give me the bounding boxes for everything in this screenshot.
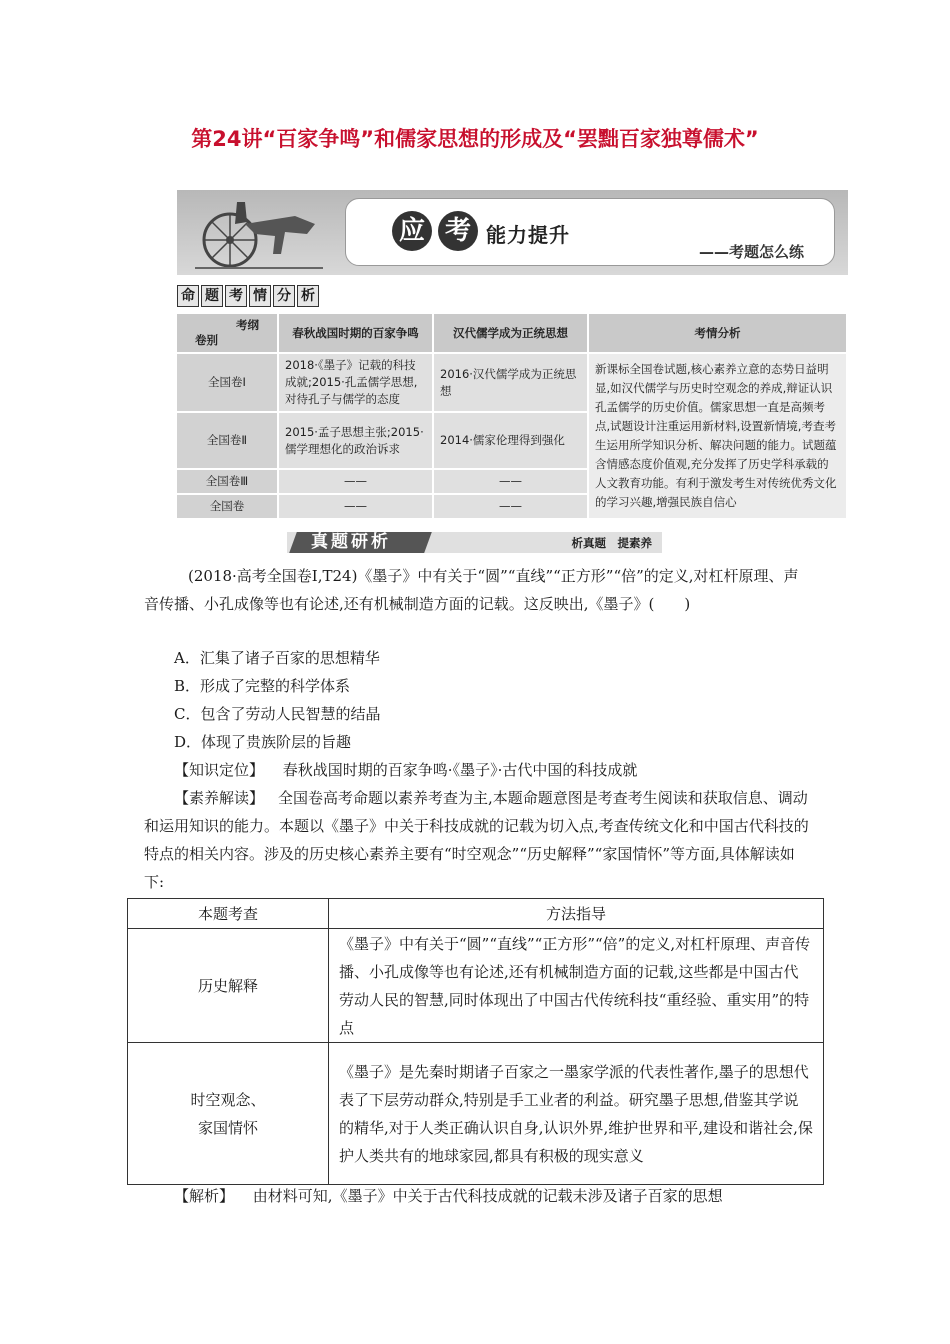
method-guide: 《墨子》是先秦时期诸子百家之一墨家学派的代表性著作,墨子的思想代表了下层劳动群众,特别是手工业者的利益。研究墨子思想,借鉴其学说的精华,对于人类正确认识自身,认识外界,维护世界和平,建设和谐社会,保护人类共有的地球家园,都具有积极的现实意义 xyxy=(329,1043,824,1185)
literacy-label: 【素养解读】 xyxy=(174,789,265,807)
row-header: 全国卷Ⅲ xyxy=(177,470,279,495)
section-subtitle: 析真题 提素养 xyxy=(571,536,652,550)
method-topic: 历史解释 xyxy=(128,929,329,1043)
method-topic-line: 时空观念、 xyxy=(190,1090,266,1109)
row-header: 全国卷 xyxy=(177,495,279,520)
label-box: 析 xyxy=(297,285,319,307)
method-header-topic: 本题考查 xyxy=(128,899,329,929)
column-header: 汉代儒学成为正统思想 xyxy=(434,314,589,354)
label-box: 情 xyxy=(249,285,271,307)
option-a: A．汇集了诸子百家的思想精华 xyxy=(174,649,380,667)
knowledge-line xyxy=(144,756,810,784)
method-table xyxy=(127,898,824,1185)
method-topic-line: 家国情怀 xyxy=(197,1118,258,1137)
label-box: 题 xyxy=(201,285,223,307)
analysis-label-boxes xyxy=(177,285,319,307)
exam-analysis-table xyxy=(177,314,848,520)
knowledge-label: 【知识定位】 xyxy=(174,761,265,779)
table-cell: —— xyxy=(279,495,434,520)
banner-heading: 能力提升 xyxy=(486,223,570,247)
option-c: C．包含了劳动人民智慧的结晶 xyxy=(174,705,381,723)
corner-header xyxy=(177,314,279,354)
page-title: 第24讲“百家争鸣”和儒家思想的形成及“罢黜百家独尊儒术” xyxy=(191,127,759,151)
method-guide: 《墨子》中有关于“圆”“直线”“正方形”“倍”的定义,对杠杆原理、声音传播、小孔成像等也有论述,还有机械制造方面的记载,这些都是中国古代劳动人民的智慧,同时体现出了中国古代传统科技“重经验、重实用”的特点 xyxy=(329,929,824,1043)
knowledge-text: 春秋战国时期的百家争鸣·《墨子》·古代中国的科技成就 xyxy=(282,761,638,779)
label-box: 分 xyxy=(273,285,295,307)
analysis-line xyxy=(144,1182,810,1210)
column-header: 春秋战国时期的百家争鸣 xyxy=(279,314,434,354)
section-header xyxy=(287,532,662,553)
analysis-cell: 新课标全国卷试题,核心素养立意的态势日益明显,如汉代儒学与历史时空观念的养成,辩证认识孔孟儒学的历史价值。儒家思想一直是高频考点,试题设计注重运用新材料,设置新情境,考查考生运用所学知识分析、解决问题的能力。试题蕴含情感态度价值观,充分发挥了历史学科承载的人文教育功能。有利于激发考生对传统优秀文化的学习兴趣,增强民族自信心 xyxy=(589,354,848,520)
row-header: 全国卷Ⅰ xyxy=(177,354,279,413)
corner-top: 考纲 xyxy=(236,318,259,332)
analysis-label: 【解析】 xyxy=(174,1187,235,1205)
method-header-guide: 方法指导 xyxy=(329,899,824,929)
literacy-text: 全国卷高考命题以素养考查为主,本题命题意图是考查考生阅读和获取信息、调动和运用知识的能力。本题以《墨子》中关于科技成就的记载为切入点,考查传统文化和中国古代科技的特点的相关内容。涉及的历史核心素养主要有“时空观念”“历史解释”“家国情怀”等方面,具体解读如下: xyxy=(144,789,809,891)
exam-banner xyxy=(177,190,848,275)
table-cell: 2015·孟子思想主张;2015·儒学理想化的政治诉求 xyxy=(279,413,434,470)
table-cell: —— xyxy=(279,470,434,495)
option-b: B．形成了完整的科学体系 xyxy=(174,677,351,695)
chariot-illustration xyxy=(185,194,325,272)
banner-subtitle: ——考题怎么练 xyxy=(698,243,804,261)
corner-bottom: 卷别 xyxy=(195,333,218,347)
question-text: (2018·高考全国卷Ⅰ,T24)《墨子》中有关于“圆”“直线”“正方形”“倍”的定义,对杠杆原理、声音传播、小孔成像等也有论述,还有机械制造方面的记载。这反映出,《墨子》( ) xyxy=(144,567,799,613)
table-cell: 2018·《墨子》记载的科技成就;2015·孔孟儒学思想,对待孔子与儒学的态度 xyxy=(279,354,434,413)
table-cell: —— xyxy=(434,470,589,495)
column-header: 考情分析 xyxy=(589,314,848,354)
section-title: 真题研析 xyxy=(311,532,391,552)
literacy-paragraph xyxy=(144,784,810,896)
table-cell: 2016·汉代儒学成为正统思想 xyxy=(434,354,589,413)
banner-panel xyxy=(345,198,835,266)
badge-kao: 考 xyxy=(438,211,478,251)
badge-ying: 应 xyxy=(392,211,432,251)
table-cell: —— xyxy=(434,495,589,520)
analysis-text: 由材料可知,《墨子》中关于古代科技成就的记载未涉及诸子百家的思想 xyxy=(252,1187,723,1205)
method-topic xyxy=(128,1043,329,1185)
row-header: 全国卷Ⅱ xyxy=(177,413,279,470)
label-box: 命 xyxy=(177,285,199,307)
option-d: D．体现了贵族阶层的旨趣 xyxy=(174,733,352,751)
label-box: 考 xyxy=(225,285,247,307)
table-cell: 2014·儒家伦理得到强化 xyxy=(434,413,589,470)
